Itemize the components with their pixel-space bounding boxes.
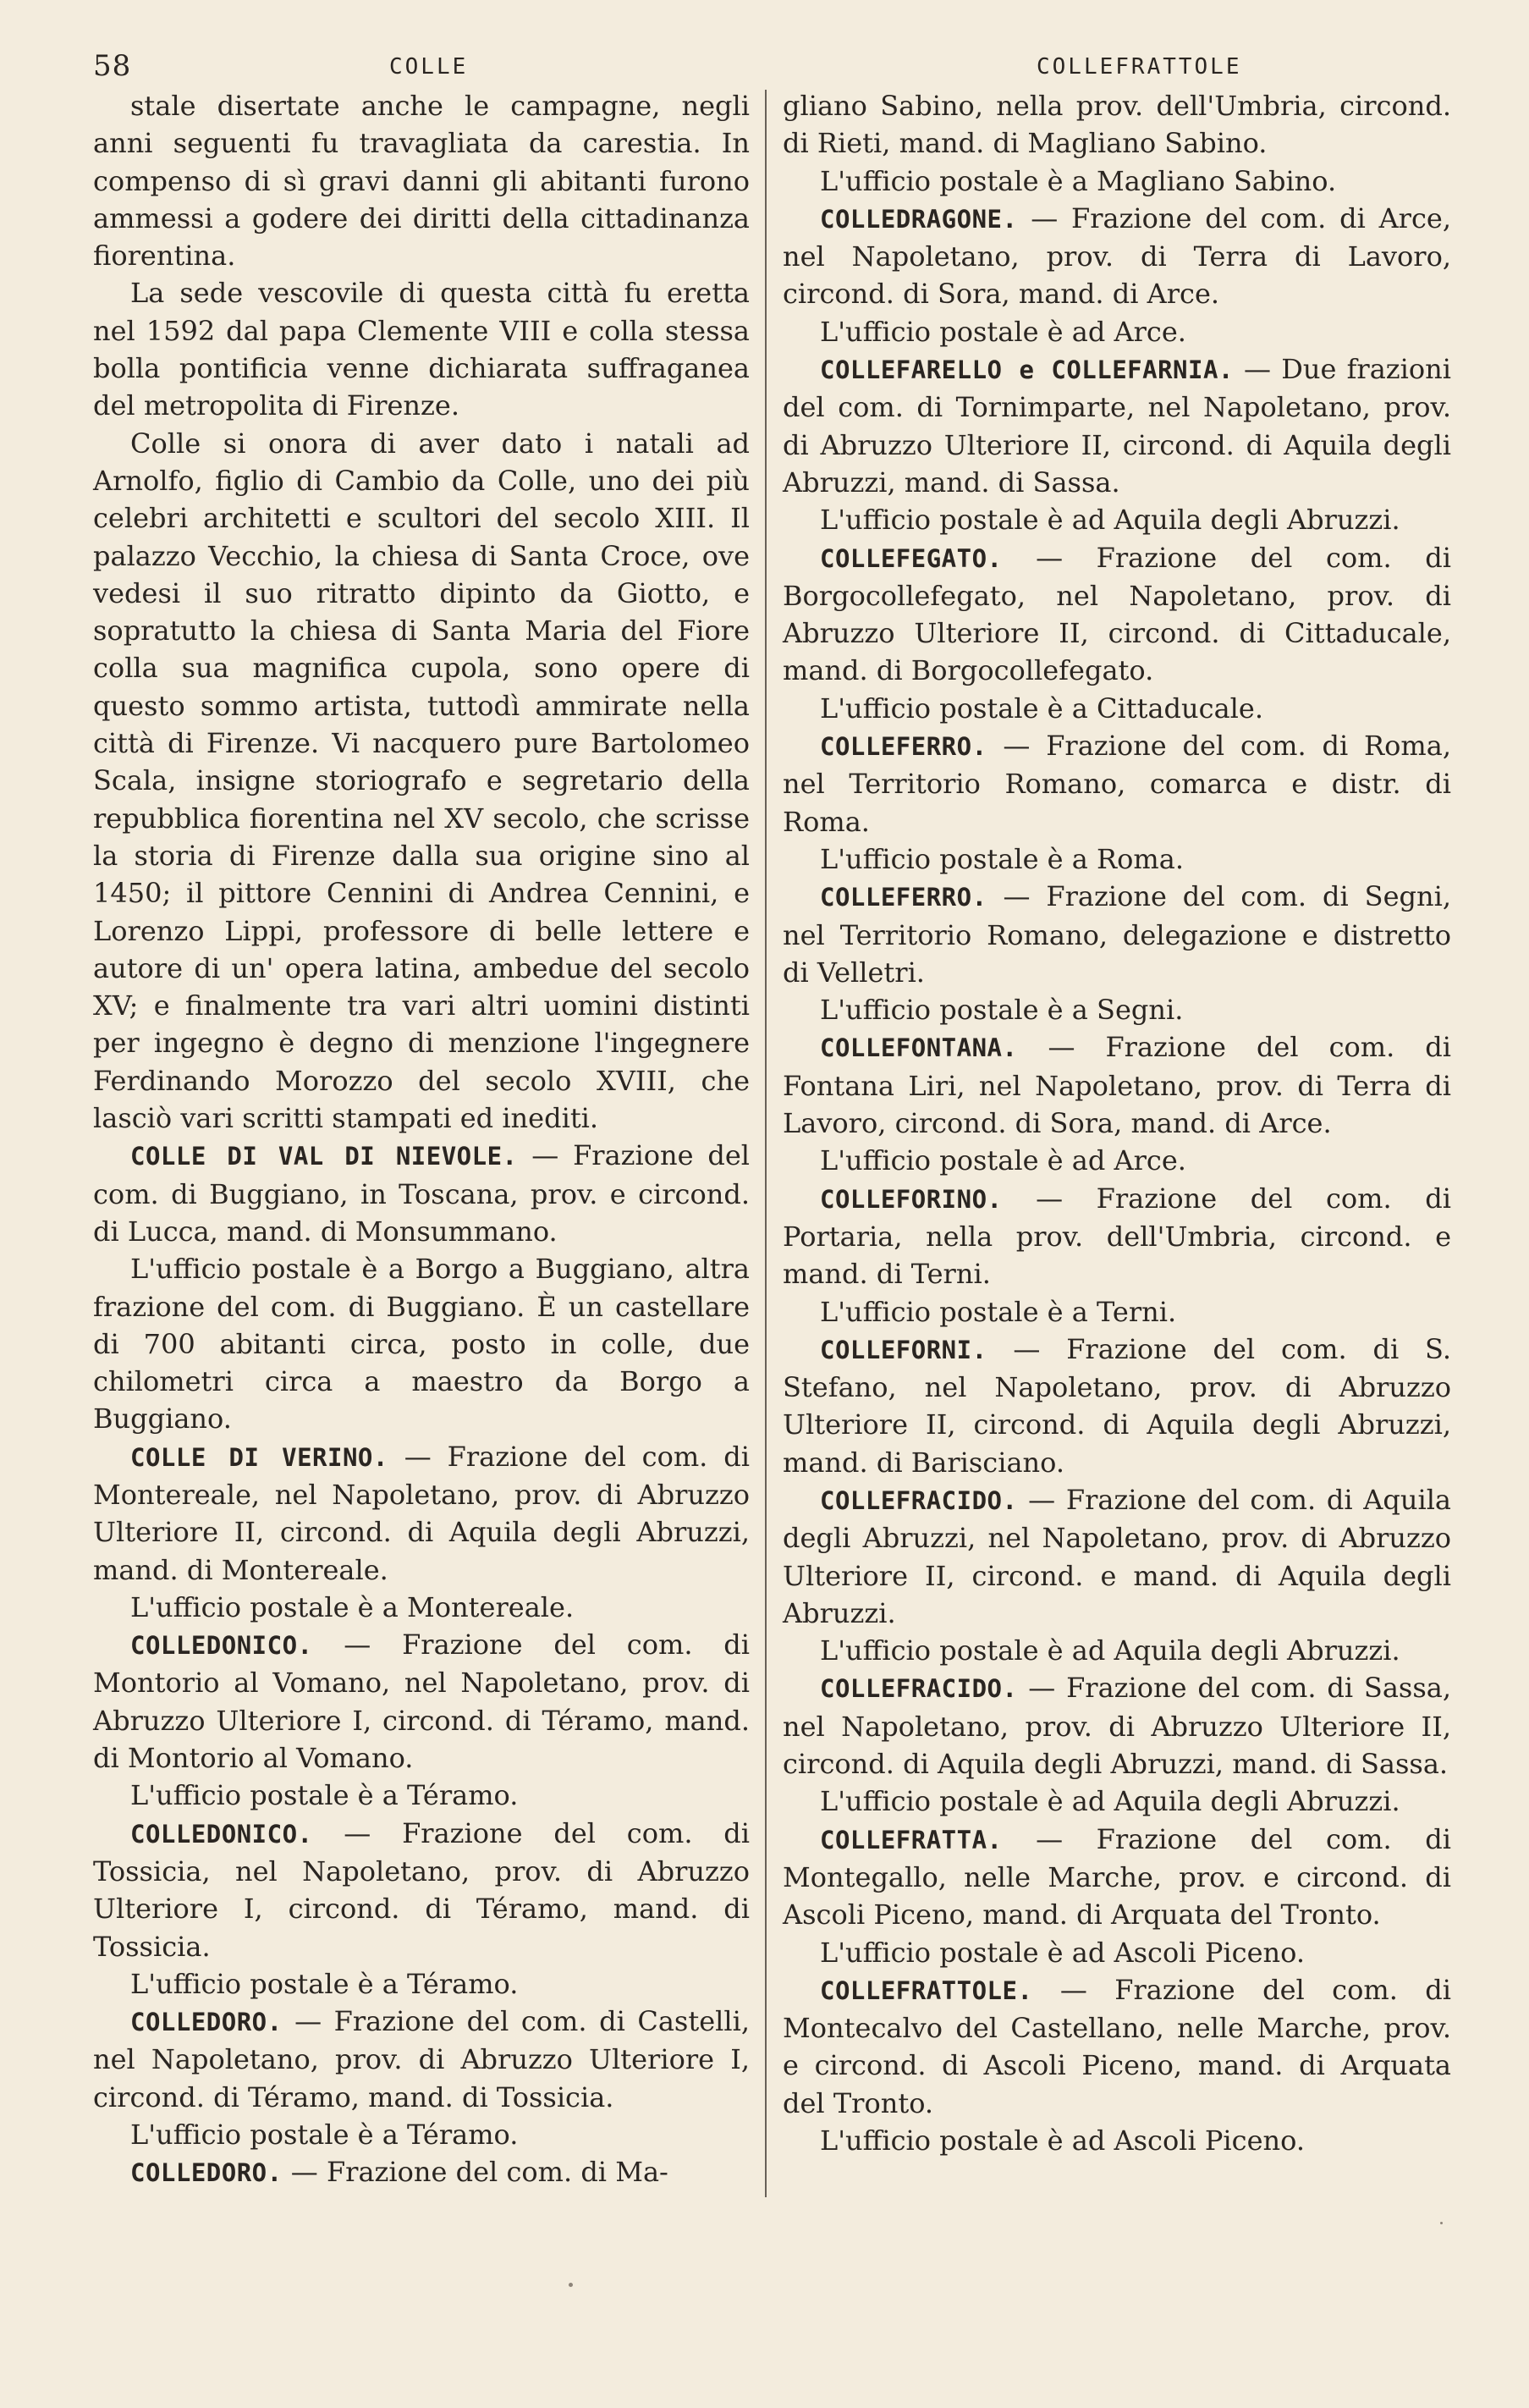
entry-text: L'ufficio postale è ad Aquila degli Abruzzi. xyxy=(820,1634,1400,1667)
gazetteer-entry xyxy=(93,1626,750,1777)
gazetteer-entry xyxy=(783,1481,1451,1632)
paragraph xyxy=(783,501,1451,538)
entry-text: — Frazione del com. di Montereale, nel Napoletano, prov. di Abruzzo Ulteriore II, circond. di Aquila degli Abruzzi, mand. di Montereale. xyxy=(93,1440,750,1586)
entry-headword: COLLEFRATTA. xyxy=(820,1825,1003,1854)
running-head-left: COLLE xyxy=(389,54,469,80)
entry-headword: COLLEDORO. xyxy=(130,2158,283,2188)
entry-text: La sede vescovile di questa città fu eretta nel 1592 dal papa Clemente VIII e colla stessa bolla pontificia venne dichiarata suffraganea del metropolita di Firenze. xyxy=(93,277,750,422)
right-column xyxy=(783,87,1451,2159)
paragraph xyxy=(93,1965,750,2003)
entry-text: L'ufficio postale è ad Arce. xyxy=(820,1144,1186,1177)
gazetteer-entry xyxy=(93,2153,750,2191)
paragraph xyxy=(783,87,1451,163)
left-column xyxy=(93,87,750,2192)
gazetteer-entry xyxy=(93,1815,750,1965)
entry-text: L'ufficio postale è a Magliano Sabino. xyxy=(820,164,1337,197)
entry-text: — Frazione del com. di Aquila degli Abruzzi, nel Napoletano, prov. di Abruzzo Ulteriore II, circond. e mand. di Aquila degli Abruzzi. xyxy=(783,1483,1451,1629)
gazetteer-entry xyxy=(783,878,1451,991)
page-number: 58 xyxy=(93,49,132,83)
entry-text: L'ufficio postale è ad Arce. xyxy=(820,315,1186,348)
entry-text: gliano Sabino, nella prov. dell'Umbria, circond. di Rieti, mand. di Magliano Sabino. xyxy=(783,90,1451,160)
entry-text: — Frazione del com. di Borgocollefegato, nel Napoletano, prov. di Abruzzo Ulteriore II, circond. di Cittaducale, mand. di Borgocollefegato. xyxy=(783,541,1451,687)
entry-text: L'ufficio postale è ad Aquila degli Abruzzi. xyxy=(820,504,1400,537)
paragraph xyxy=(93,1589,750,1626)
entry-text: — Frazione del com. di Montegallo, nelle Marche, prov. e circond. di Ascoli Piceno, mand. di Arquata del Tronto. xyxy=(783,1822,1451,1931)
gazetteer-entry xyxy=(93,1438,750,1589)
gazetteer-entry xyxy=(783,200,1451,313)
entry-headword: COLLEFARELLO e COLLEFARNIA. xyxy=(820,355,1234,385)
entry-text: L'ufficio postale è a Cittaducale. xyxy=(820,692,1263,725)
ink-speck xyxy=(1440,2222,1443,2224)
ink-speck xyxy=(569,2283,573,2287)
paragraph xyxy=(783,690,1451,727)
entry-headword: COLLEFORNI. xyxy=(820,1335,987,1364)
entry-headword: COLLEFERRO. xyxy=(820,883,987,912)
gazetteer-entry xyxy=(783,1028,1451,1142)
entry-text: L'ufficio postale è a Montereale. xyxy=(130,1590,575,1623)
page-header xyxy=(93,49,1470,88)
entry-text: — Frazione del com. di Arce, nel Napoletano, prov. di Terra di Lavoro, circond. di Sora, mand. di Arce. xyxy=(783,201,1451,311)
paragraph xyxy=(783,1632,1451,1669)
entry-headword: COLLE DI VAL DI NIEVOLE. xyxy=(130,1142,518,1171)
gazetteer-entry xyxy=(783,727,1451,840)
paragraph xyxy=(93,274,750,424)
entry-text: L'ufficio postale è ad Ascoli Piceno. xyxy=(820,2124,1305,2157)
gazetteer-entry xyxy=(783,1180,1451,1293)
gazetteer-entry xyxy=(783,1821,1451,1934)
entry-headword: COLLEDONICO. xyxy=(130,1631,313,1661)
entry-text: — Frazione del com. di Montecalvo del Castellano, nelle Marche, prov. e circond. di Ascoli Piceno, mand. di Arquata del Tronto. xyxy=(783,1973,1451,2119)
paragraph xyxy=(783,1934,1451,1971)
gazetteer-entry xyxy=(783,539,1451,690)
entry-headword: COLLEFRATTOLE. xyxy=(820,1975,1033,2005)
entry-text: L'ufficio postale è a Téramo. xyxy=(130,1779,519,1812)
gazetteer-entry xyxy=(93,2003,750,2116)
entry-text: — Frazione del com. di Montorio al Vomano, nel Napoletano, prov. di Abruzzo Ulteriore I, circond. di Téramo, mand. di Montorio al Vomano. xyxy=(93,1628,750,1775)
entry-headword: COLLEDONICO. xyxy=(130,1819,313,1849)
entry-text: — Frazione del com. di Fontana Liri, nel Napoletano, prov. di Terra di Lavoro, circond. di Sora, mand. di Arce. xyxy=(783,1031,1451,1140)
entry-headword: COLLEDORO. xyxy=(130,2008,283,2037)
paragraph xyxy=(783,1783,1451,1820)
paragraph xyxy=(93,1250,750,1437)
entry-text: L'ufficio postale è a Borgo a Buggiano, altra frazione del com. di Buggiano. È un castellare di 700 abitanti circa, posto in colle, due chilometri circa a maestro da Borgo a Buggiano. xyxy=(93,1253,750,1435)
entry-text: L'ufficio postale è a Segni. xyxy=(820,994,1184,1027)
entry-text: — Frazione del com. di Segni, nel Territorio Romano, delegazione e distretto di Velletri. xyxy=(783,880,1451,989)
gazetteer-entry xyxy=(783,1331,1451,1481)
paragraph xyxy=(783,991,1451,1028)
entry-text: — Frazione del com. di Ma- xyxy=(282,2156,668,2189)
entry-text: L'ufficio postale è ad Aquila degli Abruzzi. xyxy=(820,1785,1400,1818)
column-divider xyxy=(765,90,767,2197)
gazetteer-entry xyxy=(783,1669,1451,1783)
gazetteer-entry xyxy=(93,1137,750,1250)
entry-headword: COLLE DI VERINO. xyxy=(130,1442,388,1472)
entry-text: L'ufficio postale è a Téramo. xyxy=(130,2119,519,2152)
gazetteer-entry xyxy=(783,1971,1451,2122)
entry-headword: COLLEFRACIDO. xyxy=(820,1485,1018,1515)
running-head-right: COLLEFRATTOLE xyxy=(1037,54,1242,80)
entry-text: — Frazione del com. di Roma, nel Territorio Romano, comarca e distr. di Roma. xyxy=(783,730,1451,838)
paragraph xyxy=(93,2116,750,2153)
gazetteer-entry xyxy=(783,350,1451,501)
entry-headword: COLLEFONTANA. xyxy=(820,1033,1018,1063)
entry-headword: COLLEDRAGONE. xyxy=(820,204,1018,234)
entry-text: L'ufficio postale è a Roma. xyxy=(820,842,1184,875)
paragraph xyxy=(783,1293,1451,1331)
paragraph xyxy=(783,313,1451,350)
paragraph xyxy=(783,840,1451,878)
entry-text: — Frazione del com. di Tossicia, nel Napoletano, prov. di Abruzzo Ulteriore I, circond. di Téramo, mand. di Tossicia. xyxy=(93,1816,750,1963)
paragraph xyxy=(93,1777,750,1814)
paragraph xyxy=(783,1142,1451,1179)
entry-text: L'ufficio postale è a Téramo. xyxy=(130,1967,519,2000)
entry-text: — Frazione del com. di S. Stefano, nel Napoletano, prov. di Abruzzo Ulteriore II, circond. di Aquila degli Abruzzi, mand. di Barisciano. xyxy=(783,1332,1451,1479)
entry-text: — Frazione del com. di Sassa, nel Napoletano, prov. di Abruzzo Ulteriore II, circond. di Aquila degli Abruzzi, mand. di Sassa. xyxy=(783,1672,1451,1781)
entry-text: stale disertate anche le campagne, negli anni seguenti fu travagliata da carestia. In compenso di sì gravi danni gli abitanti furono ammessi a godere dei diritti della cittadinanza fiorentina. xyxy=(93,90,750,273)
entry-text: L'ufficio postale è ad Ascoli Piceno. xyxy=(820,1936,1305,1969)
entry-headword: COLLEFRACIDO. xyxy=(820,1674,1018,1704)
entry-text: — Frazione del com. di Portaria, nella prov. dell'Umbria, circond. e mand. di Terni. xyxy=(783,1182,1451,1291)
paragraph xyxy=(783,2122,1451,2159)
paragraph xyxy=(93,87,750,274)
paragraph xyxy=(93,425,750,1138)
entry-text: Colle si onora di aver dato i natali ad Arnolfo, figlio di Cambio da Colle, uno dei più celebri architetti e scultori del secolo XIII. Il palazzo Vecchio, la chiesa di Santa Croce, ove vedesi il suo ritratto dipinto da Giotto, e sopratutto la chiesa di Santa Maria del Fiore colla sua magnifica cupola, sono opere di questo sommo artista, tuttodì ammirate nella città di Firenze. Vi nacquero pure Bartolomeo Scala, insigne storiografo e segretario della repubblica fiorentina nel XV secolo, che scrisse la storia di Firenze dalla sua origine sino al 1450; il pittore Cennini di Andrea Cennini, e Lorenzo Lippi, professore di belle lettere e autore di un' opera latina, ambedue del secolo XV; e finalmente tra vari altri uomini distinti per ingegno è degno di menzione l'ingegnere Ferdinando Morozzo del secolo XVIII, che lasciò vari scritti stampati ed inediti. xyxy=(93,427,750,1135)
entry-text: — Due frazioni del com. di Tornimparte, nel Napoletano, prov. di Abruzzo Ulteriore II, circond. di Aquila degli Abruzzi, mand. di Sassa. xyxy=(783,353,1452,499)
entry-text: — Frazione del com. di Castelli, nel Napoletano, prov. di Abruzzo Ulteriore I, circond. di Téramo, mand. di Tossicia. xyxy=(93,2005,750,2113)
entry-headword: COLLEFERRO. xyxy=(820,732,987,762)
entry-text: L'ufficio postale è a Terni. xyxy=(820,1295,1177,1328)
paragraph xyxy=(783,163,1451,200)
entry-headword: COLLEFEGATO. xyxy=(820,543,1003,573)
entry-text: — Frazione del com. di Buggiano, in Toscana, prov. e circond. di Lucca, mand. di Monsummano. xyxy=(93,1139,751,1248)
entry-headword: COLLEFORINO. xyxy=(820,1184,1003,1214)
